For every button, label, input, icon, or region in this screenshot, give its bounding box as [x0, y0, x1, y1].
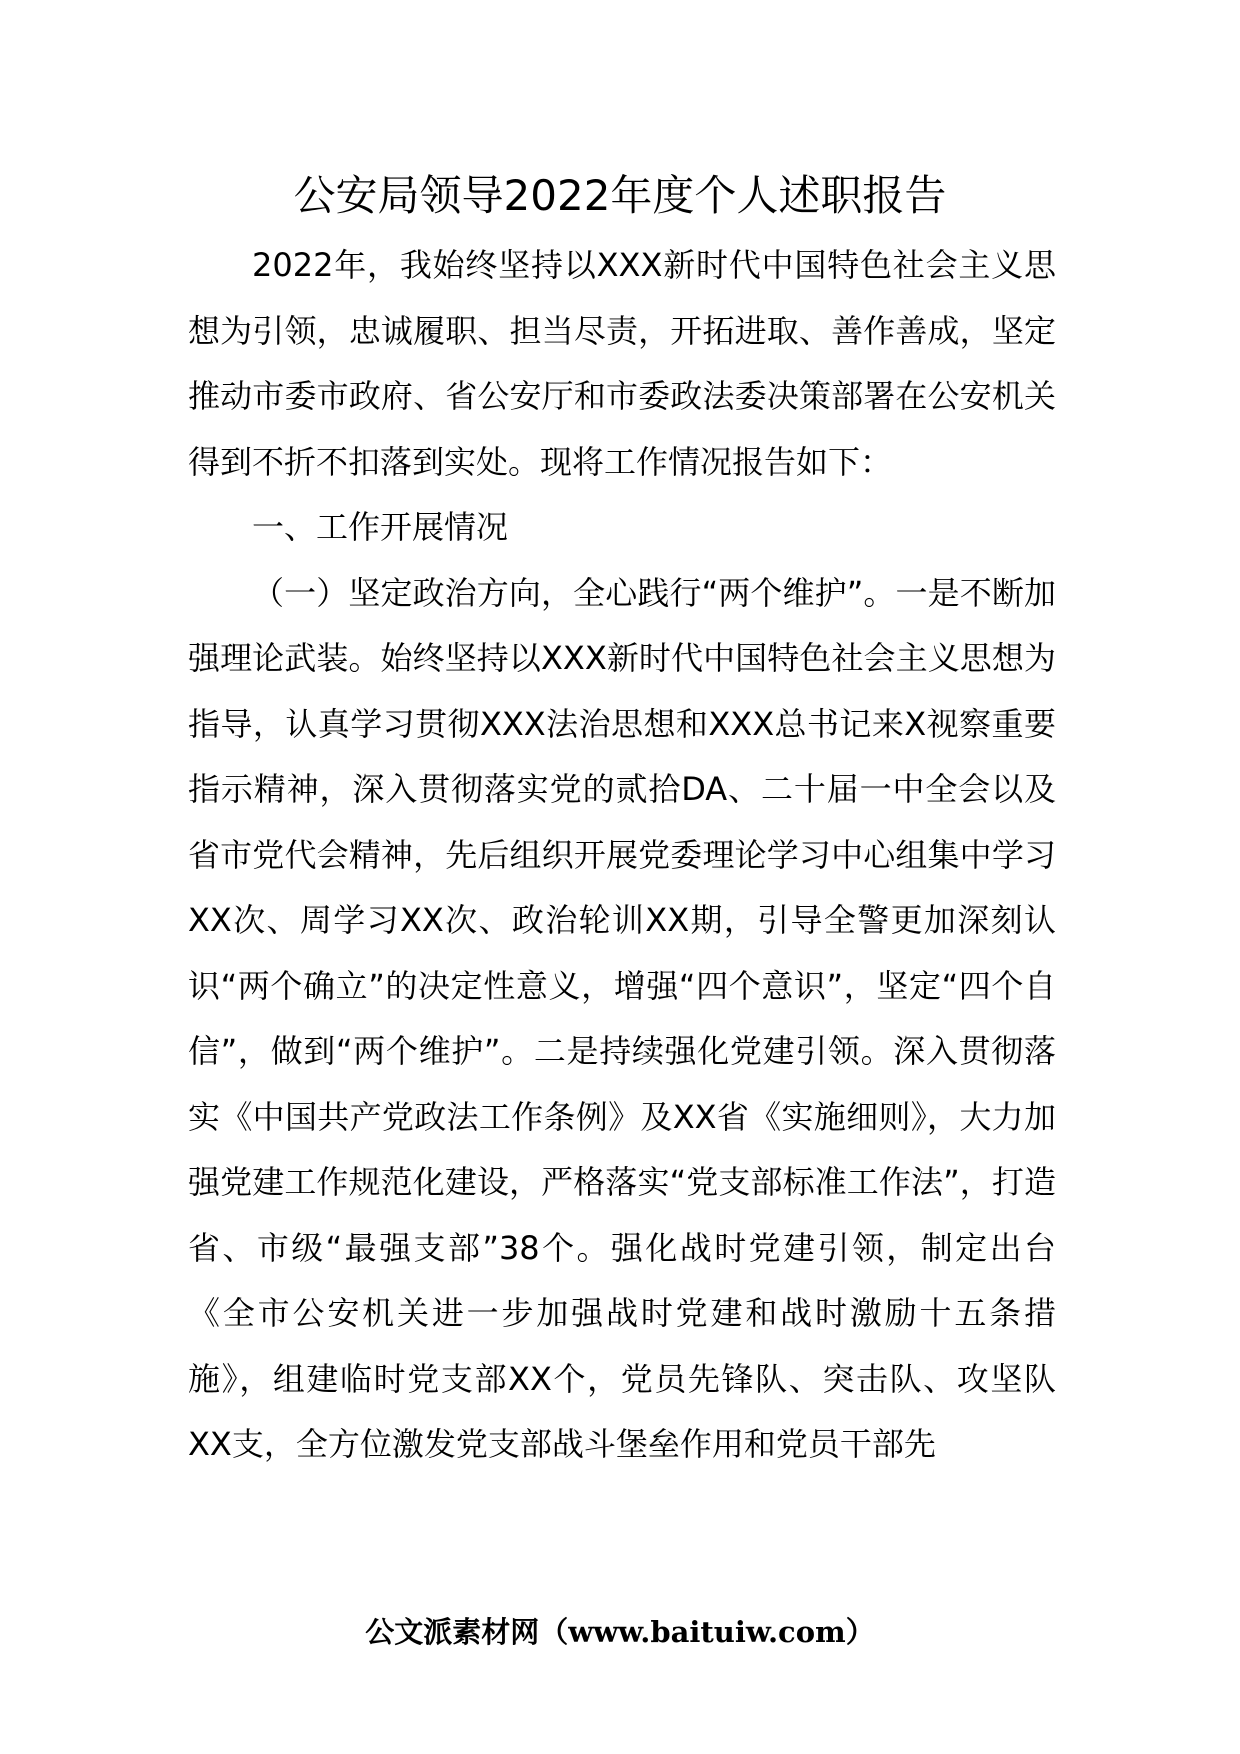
section-heading: 一、工作开展情况 [252, 508, 509, 546]
document-title: 公安局领导2022年度个人述职报告 [293, 171, 947, 220]
footer-source: 公文派素材网（www.baituiw.com） [365, 1615, 875, 1649]
document-body [188, 233, 1056, 1478]
intro-paragraph: 2022年，我始终坚持以XXX新时代中国特色社会主义思想为引领，忠诚履职、担当尽责，开拓进取、善作善成，坚定推动市委市政府、省公安厅和市委政法委决策部署在公安机关得到不折不扣落到实处。现将工作情况报告如下： [188, 246, 1056, 481]
section-paragraph: （一）坚定政治方向，全心践行“两个维护”。一是不断加强理论武装。始终坚持以XXX新时代中国特色社会主义思想为指导，认真学习贯彻XXX法治思想和XXX总书记来X视察重要指示精神，深入贯彻落实党的贰拾DA、二十届一中全会以及省市党代会精神，先后组织开展党委理论学习中心组集中学习XX次、周学习XX次、政治轮训XX期，引导全警更加深刻认识“两个确立”的决定性意义，增强“四个意识”，坚定“四个自信”，做到“两个维护”。二是持续强化党建引领。深入贯彻落实《中国共产党政法工作条例》及XX省《实施细则》，大力加强党建工作规范化建设，严格落实“党支部标准工作法”，打造省、市级“最强支部”38个。强化战时党建引领，制定出台《全市公安机关进一步加强战时党建和战时激励十五条措施》，组建临时党支部XX个，党员先锋队、突击队、攻坚队XX支，全方位激发党支部战斗堡垒作用和党员干部先 [188, 573, 1056, 1463]
